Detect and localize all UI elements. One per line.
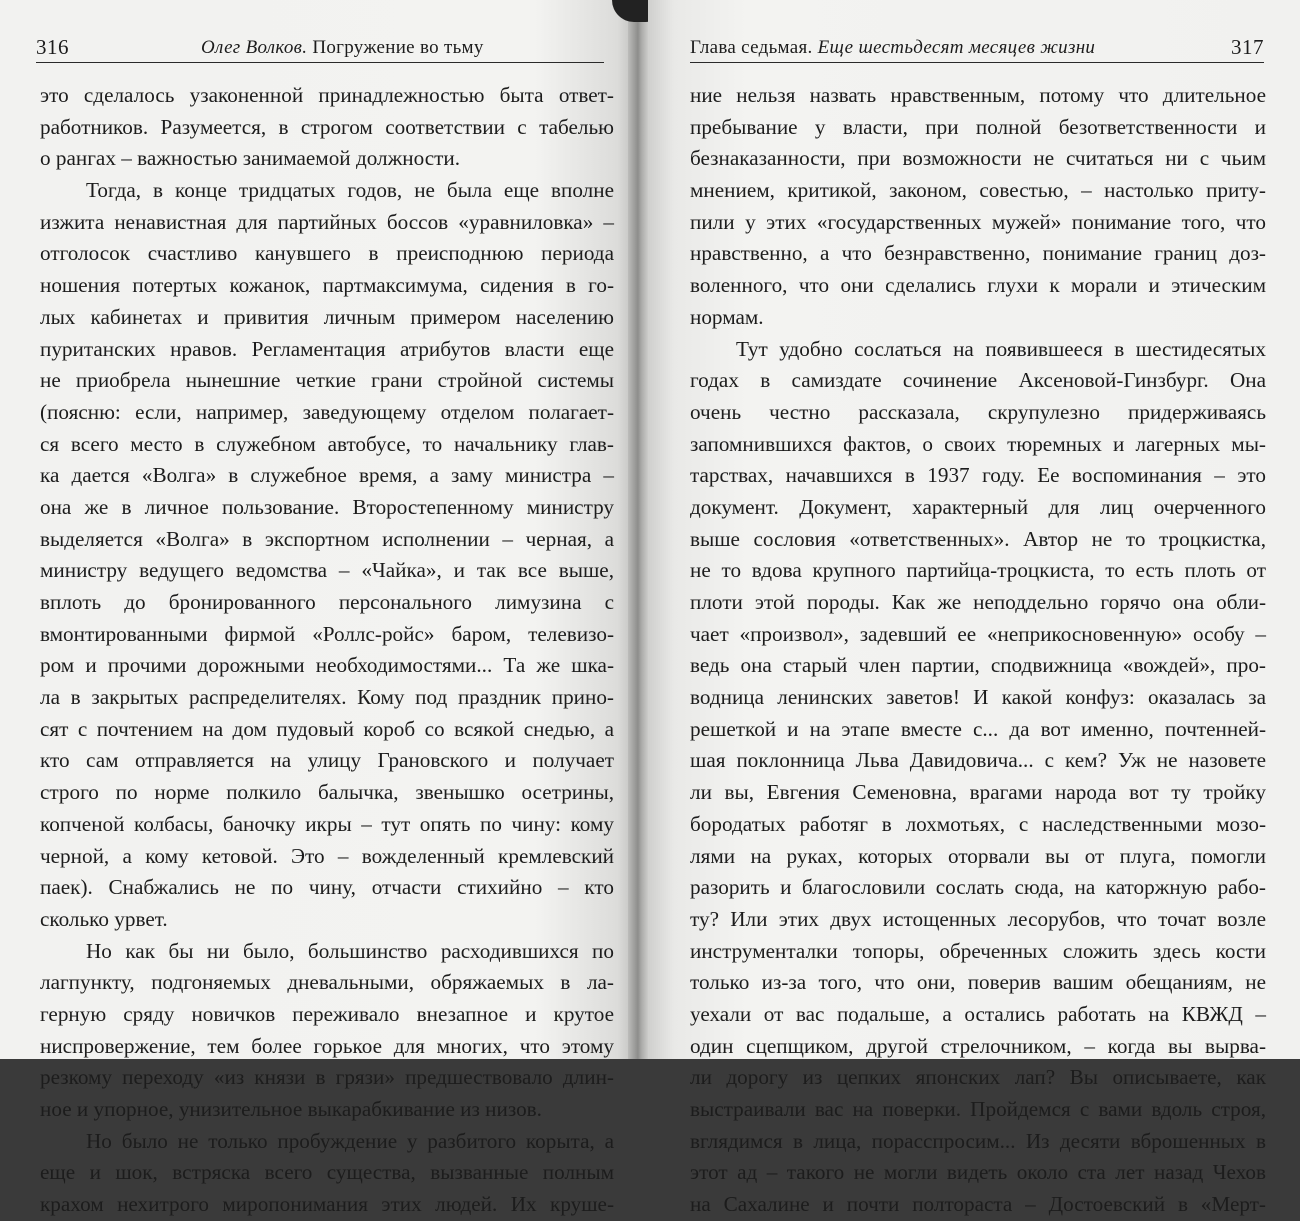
right-page-number: 317: [1231, 35, 1264, 59]
text-line: Тут удобно сослаться на появившееся в шестидесятых: [736, 336, 1266, 361]
text-line: Но было не только пробуждение у разбитого корыта, а: [86, 1128, 614, 1153]
text-line: работников. Разумеется, в строгом соответствии с табелью: [40, 114, 614, 139]
text-line: выше сословия «ответственных». Автор не то троцкистка,: [690, 526, 1266, 551]
text-line: нормам.: [690, 304, 764, 329]
text-line: кто сам отправляется на улицу Грановского и получает: [40, 748, 614, 773]
text-line: крахом нехитрого миропонимания этих людей. Их круше-: [40, 1192, 614, 1217]
text-line: лых кабинетах и привития личным примером населению: [40, 304, 614, 329]
text-line: не то вдова крупного партийца-троцкиста, то есть плоть от: [690, 558, 1266, 583]
text-line: пребывание у власти, при полной безответственности и: [690, 114, 1266, 139]
text-line: инструменталки топоры, обреченных сложить здесь кости: [690, 938, 1266, 963]
text-line: паек). Снабжались не по чину, отчасти стихийно – кто: [40, 875, 614, 900]
text-line: уехали от вас подальше, а остались работать на КВЖД –: [690, 1001, 1266, 1026]
text-line: изжита ненавистная для партийных боссов «уравниловка» –: [40, 209, 614, 234]
text-line: (поясню: если, например, заведующему отделом полагает-: [40, 399, 614, 424]
text-line: отголосок счастливо канувшего в преисподнюю периода: [40, 241, 614, 266]
text-line: выделяется «Волга» в экспортном исполнении – черная, а: [40, 526, 614, 551]
right-header-title: [690, 37, 1095, 59]
text-line: один сцепщиком, другой стрелочником, – когда вы вырва-: [690, 1033, 1266, 1058]
text-line: сколько урвет.: [40, 906, 168, 931]
text-line: ли дорогу из цепких японских лап? Вы описываете, как: [690, 1065, 1266, 1090]
right-page: [648, 0, 1300, 1217]
left-header-title: [201, 37, 484, 59]
text-line: она же в личное пользование. Второстепенному министру: [40, 494, 614, 519]
book-gutter: [628, 0, 650, 1059]
text-line: решеткой и на этапе вместе с... да вот именно, почтенней-: [690, 716, 1266, 741]
text-line: вмонтированными фирмой «Роллс-ройс» баром, телевизо-: [40, 621, 614, 646]
text-line: не приобрела нынешние четкие грани стройной системы: [40, 368, 614, 393]
text-line: разорить и благословили сослать сюда, на каторжную рабо-: [690, 875, 1266, 900]
text-line: бородатых работяг в лохмотьях, с наследственными мозо-: [690, 811, 1266, 836]
text-line: документ. Документ, характерный для лиц очерченного: [690, 494, 1266, 519]
right-header-chapter-title: Еще шестьдесят месяцев жизни: [817, 37, 1096, 58]
text-line: воленного, что они сделались глухи к морали и этическим: [690, 273, 1266, 298]
text-line: запомнившихся фактов, о своих тюремных и лагерных мы-: [690, 431, 1266, 456]
text-line: пили у этих «государственных мужей» понимание того, что: [690, 209, 1266, 234]
text-line: копченой колбасы, баночку икры – тут опять по чину: кому: [40, 811, 614, 836]
text-line: вплоть до бронированного персонального лимузина с: [40, 590, 614, 614]
right-running-header: [690, 36, 1264, 63]
text-line: министру ведущего ведомства – «Чайка», и так все выше,: [40, 558, 614, 583]
text-line: тарствах, начавшихся в 1937 году. Ее воспоминания – это: [690, 463, 1266, 488]
text-line: Но как бы ни было, большинство расходившихся по: [86, 938, 614, 963]
left-header-book-title: Погружение во тьму: [312, 37, 484, 58]
right-page-text: [690, 80, 1266, 1221]
text-line: плоти этой породы. Как же неподдельно горячо она обли-: [690, 590, 1266, 614]
text-line: пуританских нравов. Регламентация атрибутов власти еще: [40, 336, 614, 361]
text-line: ка дается «Волга» в служебное время, а заму министра –: [40, 463, 614, 488]
text-line: ние нельзя назвать нравственным, потому что длительное: [690, 83, 1266, 107]
text-line: ли вы, Евгения Семеновна, врагами народа вот ту тройку: [690, 780, 1266, 805]
text-line: вглядимся в лица, порасспросим... Из десяти вброшенных в: [690, 1128, 1266, 1153]
text-line: еще и шок, встряска всего существа, вызванные полным: [40, 1160, 614, 1185]
left-page-number: 316: [36, 35, 69, 59]
text-line: резкому переходу «из князи в грязи» предшествовало длин-: [40, 1065, 614, 1090]
text-line: строго по норме полкило балычка, звенышко осетрины,: [40, 780, 614, 805]
text-line: о рангах – важностью занимаемой должности.: [40, 146, 461, 171]
text-line: ся всего место в служебном автобусе, то начальнику глав-: [40, 431, 614, 456]
text-line: ла в закрытых распределителях. Кому под праздник прино-: [40, 685, 614, 710]
text-line: ное и упорное, унизительное выкарабкивание из низов.: [40, 1097, 542, 1121]
left-page: [0, 0, 630, 1217]
left-header-author: Олег Волков.: [201, 37, 308, 58]
text-line: водница ленинских заветов! И какой конфуз: оказалась за: [690, 685, 1266, 710]
text-line: чает «произвол», задевший ее «неприкосновенную» особу –: [690, 621, 1266, 646]
text-line: Тогда, в конце тридцатых годов, не была еще вполне: [86, 178, 614, 203]
text-line: это сделалось узаконенной принадлежностью быта ответ-: [40, 83, 614, 107]
text-line: черной, а кому кетовой. Это – вожделенный кремлевский: [40, 843, 614, 868]
left-page-text: [40, 80, 614, 1221]
right-header-chapter: Глава седьмая.: [690, 37, 813, 58]
text-line: нравственно, а что безнравственно, понимание границ доз-: [690, 241, 1266, 266]
text-line: герную сряду новичков переживало внезапное и крутое: [40, 1001, 614, 1026]
text-line: выстраивали вас на поверки. Пройдемся с вами вдоль строя,: [690, 1097, 1266, 1121]
text-line: этот ад – такого не могли видеть около ста лет назад Чехов: [690, 1160, 1266, 1185]
text-line: ведь она старый член партии, сподвижница «вождей», про-: [690, 653, 1266, 678]
text-line: на Сахалине и почти полтораста – Достоевский в «Мерт-: [690, 1192, 1266, 1217]
text-line: шая поклонница Льва Давидовича... с кем? Уж не назовете: [690, 748, 1266, 773]
text-line: сят с почтением на дом пудовый короб со всякой снедью, а: [40, 716, 614, 741]
text-line: только из-за того, что они, поверив вашим обещаниям, не: [690, 970, 1266, 995]
text-line: мнением, критикой, законом, совестью, – настолько приту-: [690, 178, 1266, 203]
text-line: ношения потертых кожанок, партмаксимума, сидения в го-: [40, 273, 614, 298]
left-running-header: [36, 36, 604, 63]
text-line: ту? Или этих двух истощенных лесорубов, что точат возле: [690, 906, 1266, 931]
text-line: безнаказанности, при возможности не считаться ни с чьим: [690, 146, 1266, 171]
text-line: лагпункту, подгоняемых дневальными, обряжаемых в ла-: [40, 970, 614, 995]
text-line: ром и прочими дорожными необходимостями... Та же шка-: [40, 653, 614, 678]
text-line: очень честно рассказала, скрупулезно придерживаясь: [690, 399, 1266, 424]
text-line: годах в самиздате сочинение Аксеновой-Гинзбург. Она: [690, 368, 1266, 393]
text-line: ниспровержение, тем более горькое для многих, что этому: [40, 1033, 614, 1058]
text-line: лями на руках, которых оторвали вы от плуга, помогли: [690, 843, 1266, 868]
